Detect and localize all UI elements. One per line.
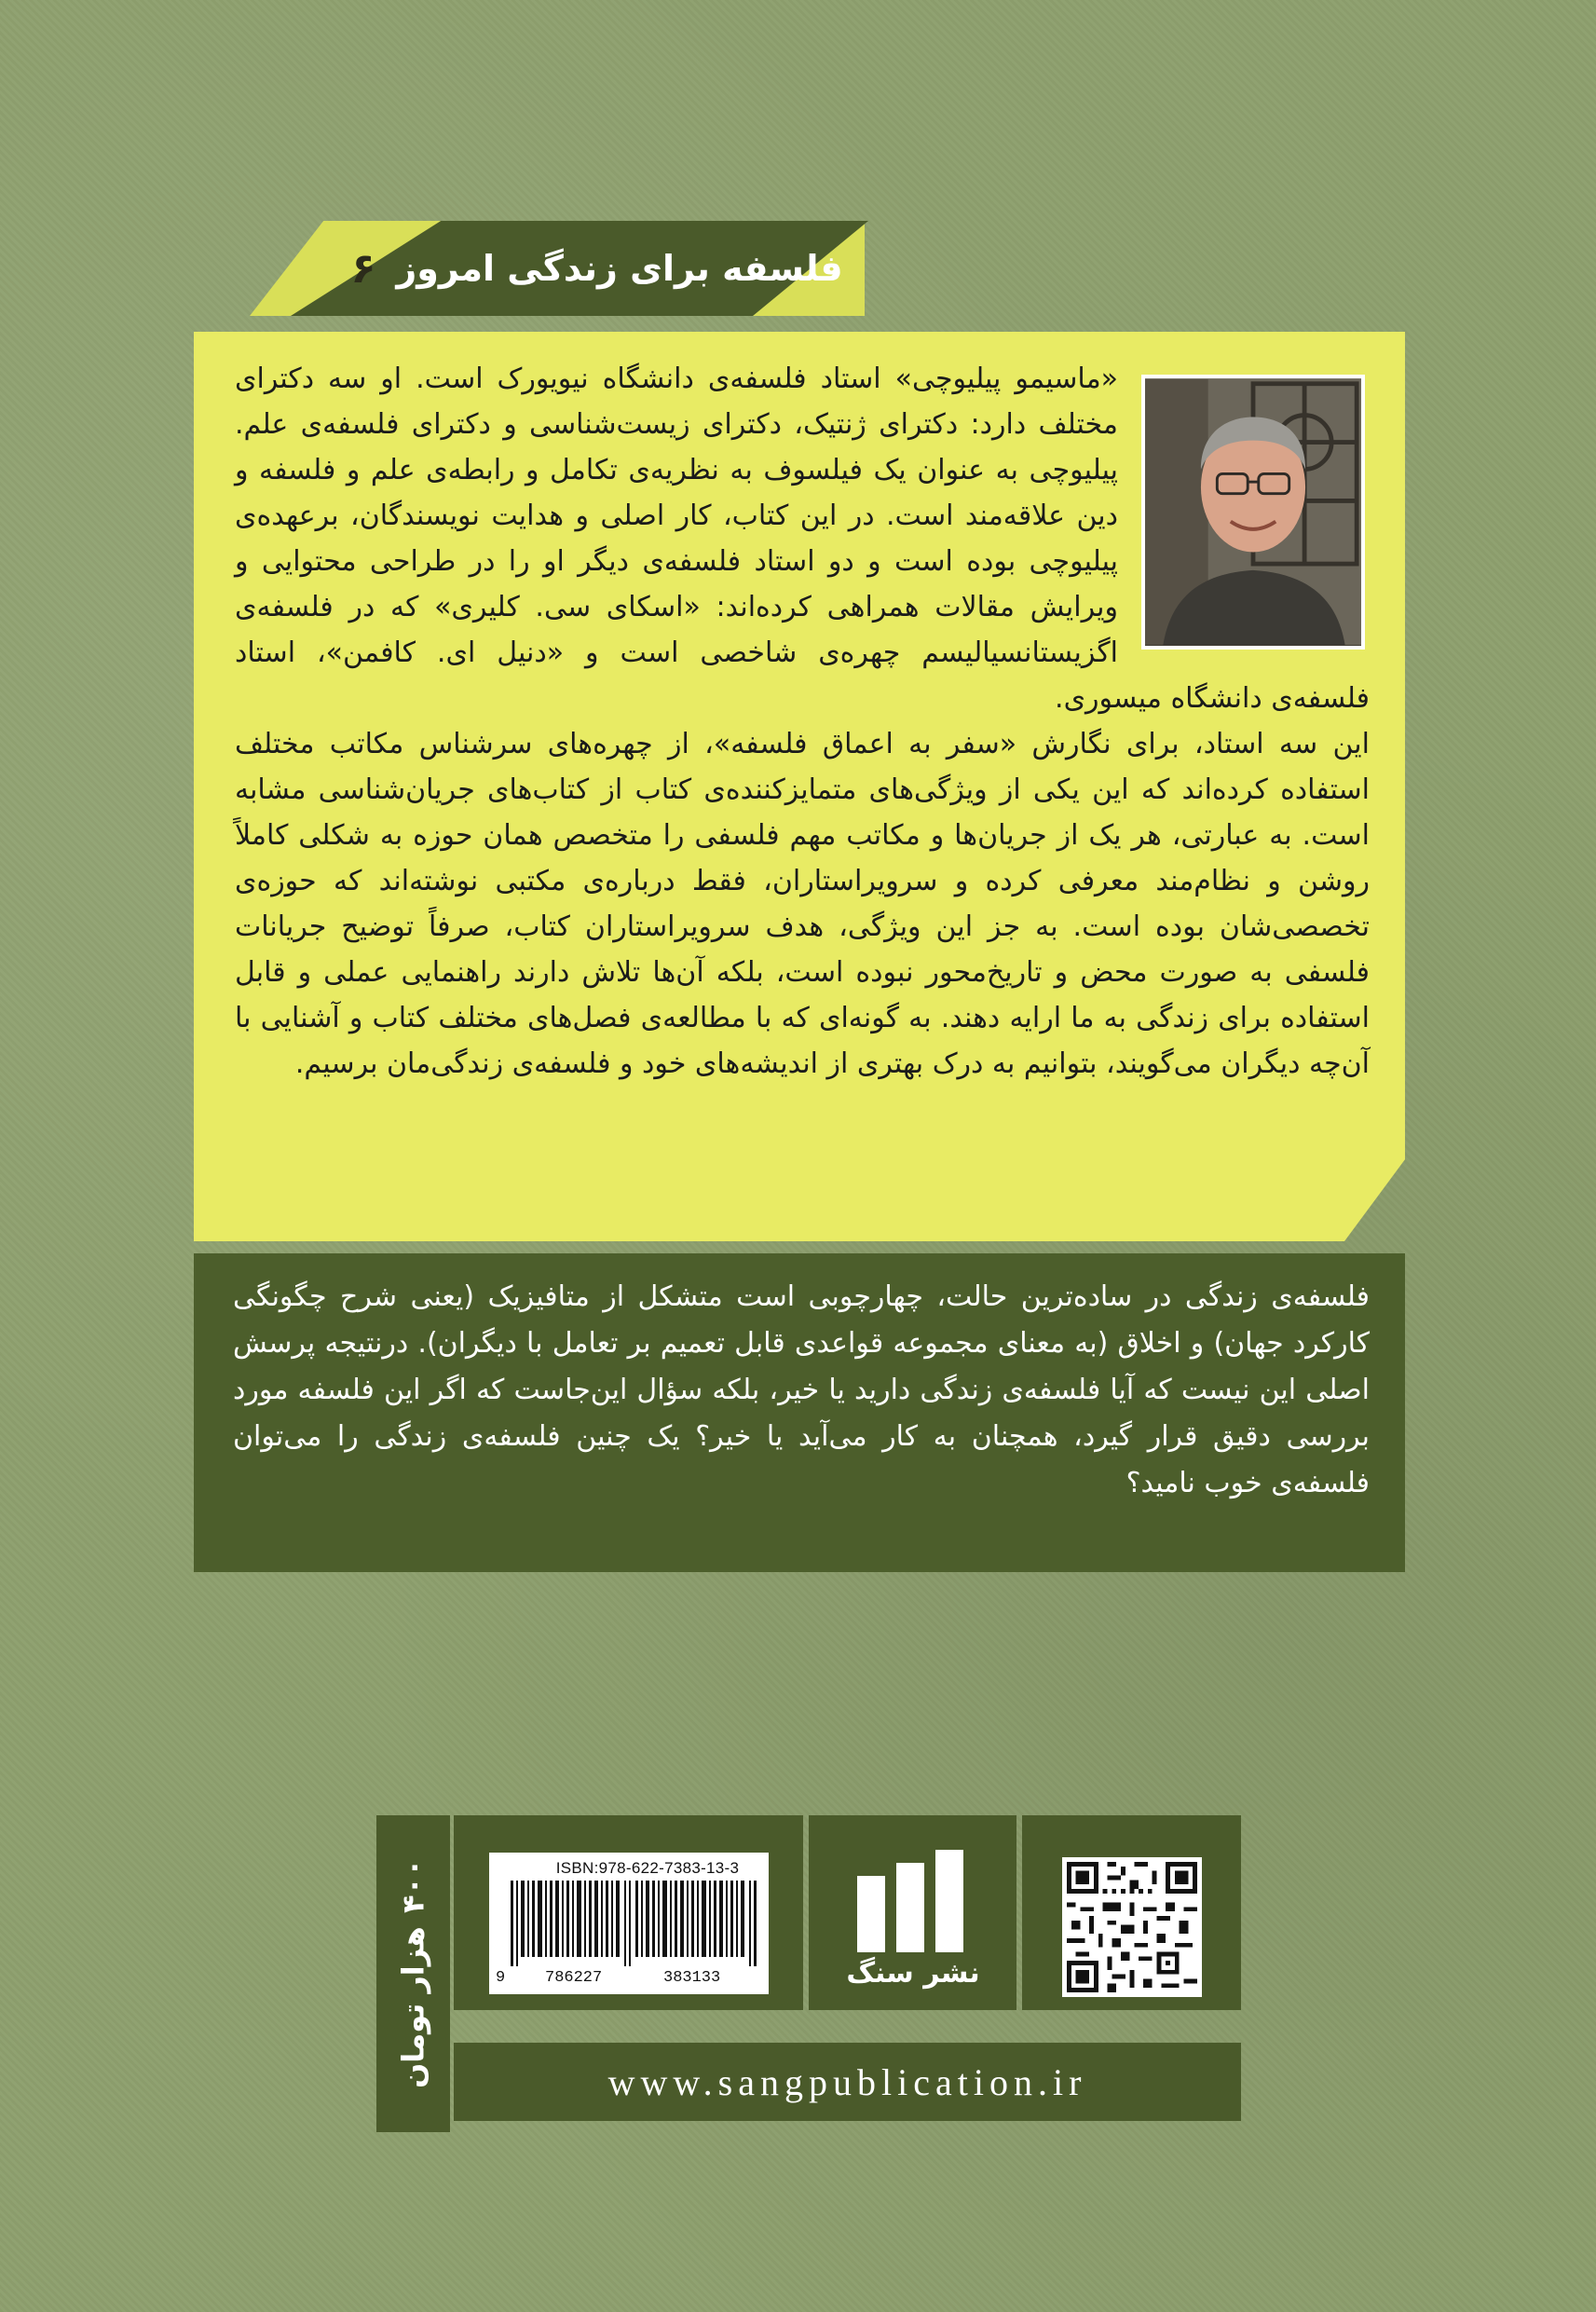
author-portrait-icon bbox=[1145, 378, 1361, 646]
barcode-digits-right: 383133 bbox=[663, 1969, 721, 1987]
isbn-label: ISBN:978-622-7383-13-3 bbox=[555, 1859, 740, 1877]
book-spines-logo-icon bbox=[850, 1850, 976, 1952]
publisher-name: نشر سنگ bbox=[846, 1957, 980, 1990]
series-title: فلسفه برای زندگی امروز bbox=[396, 248, 843, 289]
barcode-digits-left: 786227 bbox=[545, 1969, 603, 1987]
bio-paragraph-2: این سه استاد، برای نگارش «سفر به اعماق فلسفه»، از چهره‌های سرشناس مکاتب مختلف استفاده کرده‌اند که این یکی از ویژگی‌های متمایزکننده‌ی کتاب از کتاب‌های جریان‌شناسی مشابه است. به عبارتی، هر یک از جریان‌ها و مکاتب مهم فلسفی را متخصص همان حوزه به شکلی کاملاً روشن و نظام‌مند معرفی کرده و سرویراستاران، فقط درباره‌ی مکتبی نوشته‌اند که حوزه‌ی تخصصی‌شان بوده است. به جز این ویژگی، هدف سرویراستاران کتاب، صرفاً توضیح جریانات فلسفی به صورت محض و تاریخ‌محور نبوده است، بلکه آن‌ها تلاش دارند راهنمایی عملی و قابل استفاده برای زندگی به ما ارایه دهند. به گونه‌ای که با مطالعه‌ی فصل‌های مختلف کتاب و آشنایی با آن‌چه دیگران می‌گویند، بتوانیم به درک بهتری از اندیشه‌های خود و فلسفه‌ی زندگی‌مان برسیم. bbox=[235, 728, 1370, 1080]
bio-paragraph-1: «ماسیمو پیلیوچی» استاد فلسفه‌ی دانشگاه نیویورک است. او سه دکترای مختلف دارد: دکترای ژنتیک، دکترای زیست‌شناسی و دکترای فلسفه‌ی علم. پیلیوچی به عنوان یک فیلسوف به نظریه‌ی تکامل و رابطه‌ی علم و فلسفه و دین علاقه‌مند است. در این کتاب، کار اصلی و هدایت نویسندگان، برعهده‌ی پیلیوچی بوده است و دو استاد فلسفه‌ی دیگر او را در طراحی محتوایی و ویرایش مقالات همراهی کرده‌اند: «اسکای سی. کلیری» که در فلسفه‌ی اگزیستانسیالیسم چهره‌ی شاخصی است و «دنیل ای. کافمن»، استاد فلسفه‌ی دانشگاه میسوری. bbox=[235, 363, 1370, 715]
price-unit: هزار تومان bbox=[395, 1926, 431, 2089]
summary-text: فلسفه‌ی زندگی در ساده‌ترین حالت، چهارچوبی است متشکل از متافیزیک (یعنی شرح چگونگی کارکرد جهان) و اخلاق (به معنای مجموعه قواعدی قابل تعمیم بر تعامل با دیگران). درنتیجه پرسش اصلی این نیست که آیا فلسفه‌ی زندگی دارید یا خیر، بلکه سؤال این‌جاست که اگر این فلسفه مورد بررسی دقیق قرار گیرد، همچنان به کار می‌آید یا خیر؟ یک چنین فلسفه‌ی زندگی را می‌توان فلسفه‌ی خوب نامید؟ bbox=[233, 1280, 1370, 1499]
qr-code-icon bbox=[1067, 1862, 1197, 1992]
price-amount: ۴۰۰ bbox=[395, 1858, 431, 1914]
barcode-icon bbox=[511, 1881, 762, 1966]
barcode-digit-lead: 9 bbox=[496, 1969, 506, 1987]
author-photo bbox=[1141, 375, 1365, 650]
price-label bbox=[376, 1815, 450, 2132]
series-number: ۶ bbox=[350, 244, 376, 293]
website-url[interactable]: www.sangpublication.ir bbox=[607, 2060, 1087, 2103]
